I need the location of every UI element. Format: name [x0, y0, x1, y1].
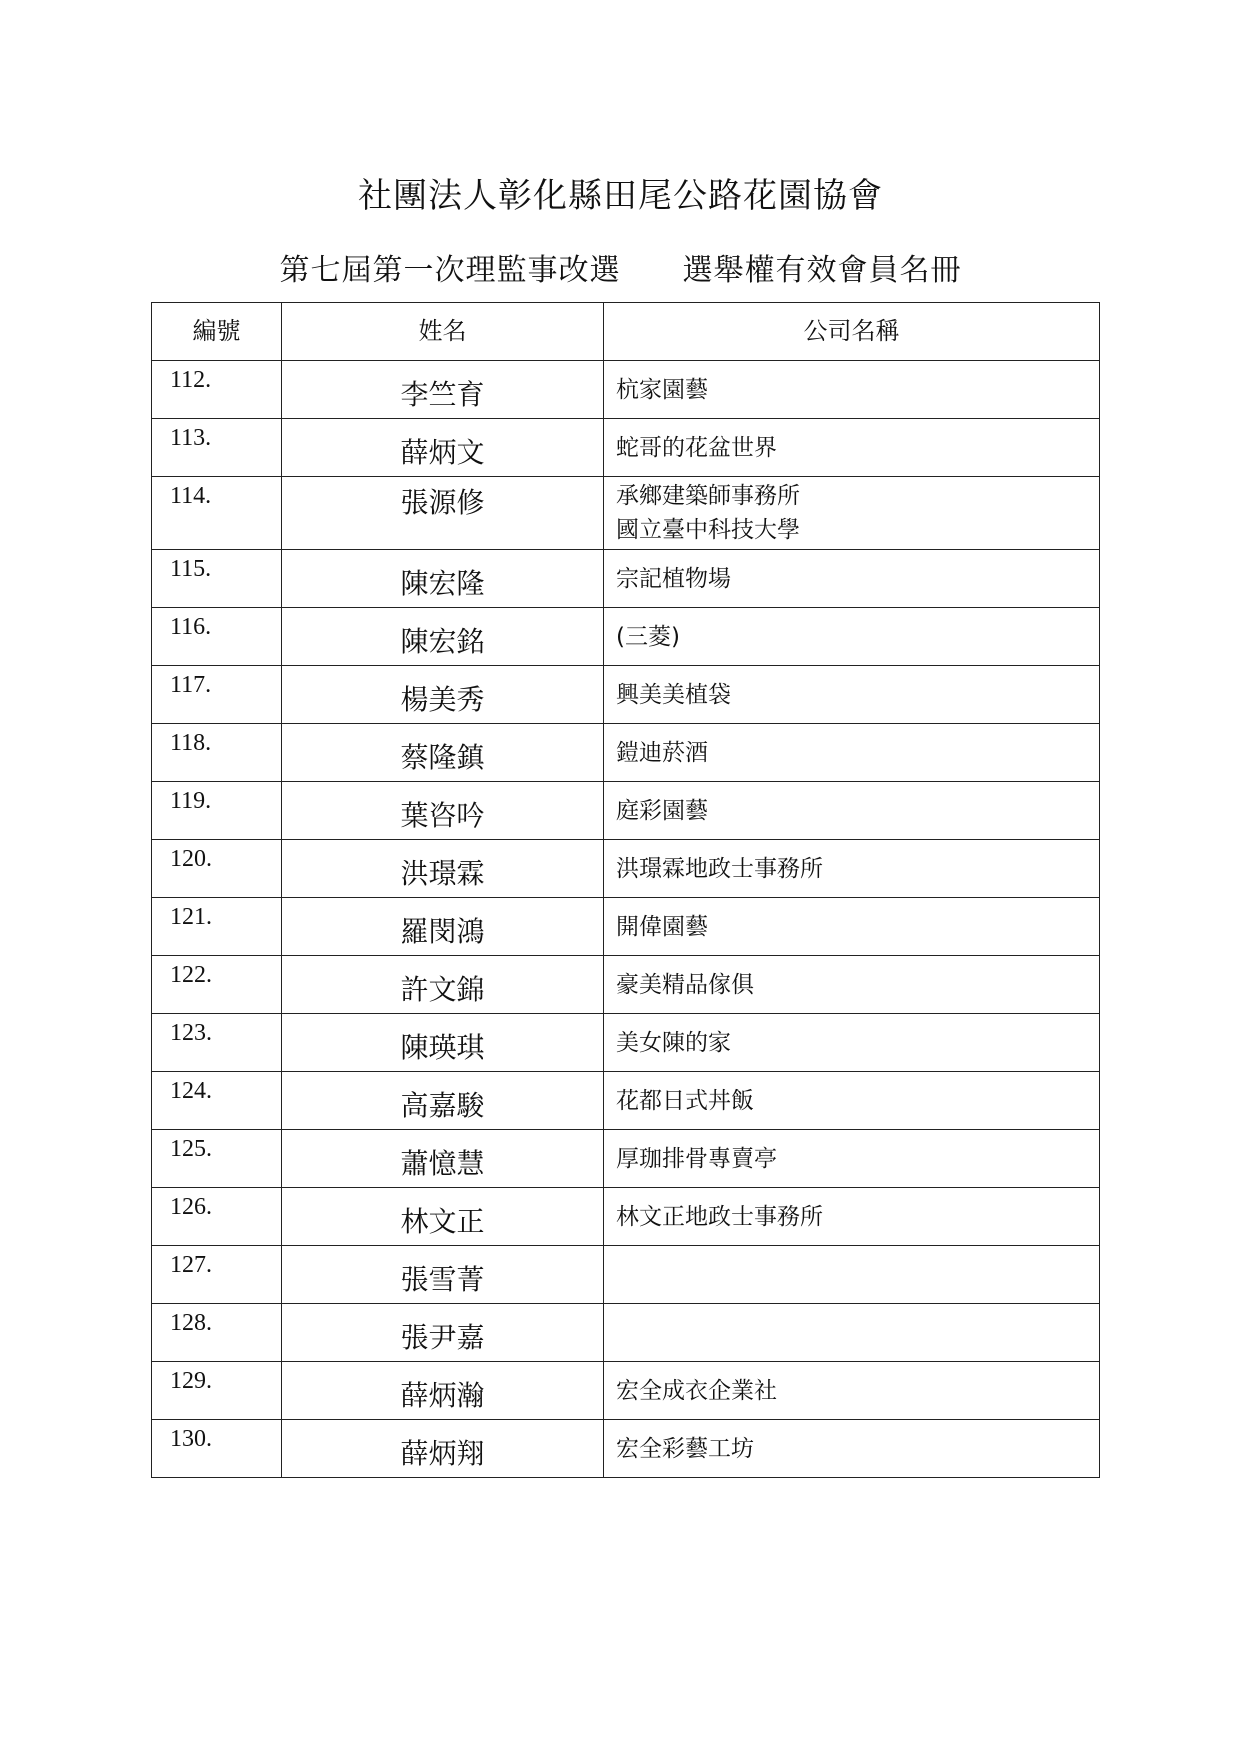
member-company — [604, 1014, 1100, 1072]
company-name-line: 承鄉建築師事務所 — [616, 483, 800, 509]
table-row — [152, 1188, 1100, 1246]
table-row — [152, 1420, 1100, 1478]
member-company — [604, 1130, 1100, 1188]
member-name: 蕭憶慧 — [282, 1130, 604, 1188]
member-name: 張雪菁 — [282, 1246, 604, 1304]
member-number: 120. — [152, 840, 282, 898]
table-row — [152, 1246, 1100, 1304]
member-name: 林文正 — [282, 1188, 604, 1246]
company-name-line: 興美美植袋 — [616, 682, 731, 708]
member-number: 113. — [152, 419, 282, 477]
table-row — [152, 1014, 1100, 1072]
member-number: 121. — [152, 898, 282, 956]
column-header-number: 編號 — [152, 303, 282, 361]
member-number: 124. — [152, 1072, 282, 1130]
member-company — [604, 477, 1100, 550]
company-name-line: 開偉園藝 — [616, 914, 708, 940]
table-header-row — [152, 303, 1100, 361]
table-row — [152, 666, 1100, 724]
column-header-company: 公司名稱 — [604, 303, 1100, 361]
company-name-line: 美女陳的家 — [616, 1030, 731, 1056]
member-name: 高嘉駿 — [282, 1072, 604, 1130]
table-row — [152, 840, 1100, 898]
member-name: 張尹嘉 — [282, 1304, 604, 1362]
member-company — [604, 840, 1100, 898]
document-title: 社團法人彰化縣田尾公路花園協會 — [358, 176, 883, 216]
table-row — [152, 956, 1100, 1014]
table-row — [152, 1304, 1100, 1362]
table-row — [152, 608, 1100, 666]
table-row — [152, 361, 1100, 419]
member-number: 122. — [152, 956, 282, 1014]
member-roster-table — [151, 302, 1100, 1478]
member-company — [604, 1072, 1100, 1130]
member-company — [604, 782, 1100, 840]
company-name-line: 庭彩園藝 — [616, 798, 708, 824]
member-number: 115. — [152, 550, 282, 608]
column-header-name: 姓名 — [282, 303, 604, 361]
member-name: 洪璟霖 — [282, 840, 604, 898]
member-name: 薛炳瀚 — [282, 1362, 604, 1420]
company-name-line: 國立臺中科技大學 — [616, 517, 800, 543]
member-number: 123. — [152, 1014, 282, 1072]
member-company — [604, 956, 1100, 1014]
member-number: 129. — [152, 1362, 282, 1420]
company-name-line: 宏全彩藝工坊 — [616, 1436, 754, 1462]
member-company — [604, 1246, 1100, 1304]
table-row — [152, 782, 1100, 840]
member-name: 陳宏銘 — [282, 608, 604, 666]
member-name: 薛炳翔 — [282, 1420, 604, 1478]
company-name-line: 豪美精品傢俱 — [616, 972, 754, 998]
company-name-line: 蛇哥的花盆世界 — [616, 435, 777, 461]
company-name-line: 宗記植物場 — [616, 566, 731, 592]
member-number: 130. — [152, 1420, 282, 1478]
member-number: 128. — [152, 1304, 282, 1362]
member-company — [604, 1362, 1100, 1420]
member-number: 116. — [152, 608, 282, 666]
company-name-line: 鎧迪菸酒 — [616, 740, 708, 766]
company-name-line: 花都日式丼飯 — [616, 1088, 754, 1114]
member-number: 117. — [152, 666, 282, 724]
member-number: 114. — [152, 477, 282, 550]
table-row — [152, 419, 1100, 477]
company-name-line: 厚珈排骨專賣亭 — [616, 1146, 777, 1172]
table-row — [152, 550, 1100, 608]
member-number: 127. — [152, 1246, 282, 1304]
company-name-line: (三菱) — [616, 624, 680, 650]
member-company — [604, 1420, 1100, 1478]
member-company — [604, 608, 1100, 666]
table-row — [152, 477, 1100, 550]
table-row — [152, 1072, 1100, 1130]
table-row — [152, 1362, 1100, 1420]
member-company — [604, 419, 1100, 477]
company-name-line: 林文正地政士事務所 — [616, 1204, 823, 1230]
table-row — [152, 898, 1100, 956]
company-name-line: 洪璟霖地政士事務所 — [616, 856, 823, 882]
table-row — [152, 724, 1100, 782]
member-name: 李竺育 — [282, 361, 604, 419]
member-name: 陳宏隆 — [282, 550, 604, 608]
member-company — [604, 550, 1100, 608]
member-company — [604, 1304, 1100, 1362]
member-company — [604, 898, 1100, 956]
member-name: 蔡隆鎮 — [282, 724, 604, 782]
member-number: 112. — [152, 361, 282, 419]
company-name-line: 杭家園藝 — [616, 377, 708, 403]
member-name: 張源修 — [282, 477, 604, 550]
member-number: 126. — [152, 1188, 282, 1246]
member-number: 118. — [152, 724, 282, 782]
member-name: 葉咨吟 — [282, 782, 604, 840]
member-name: 許文錦 — [282, 956, 604, 1014]
table-row — [152, 1130, 1100, 1188]
member-name: 羅閔鴻 — [282, 898, 604, 956]
member-company — [604, 361, 1100, 419]
company-name-line: 宏全成衣企業社 — [616, 1378, 777, 1404]
member-number: 125. — [152, 1130, 282, 1188]
member-company — [604, 724, 1100, 782]
document-subtitle: 第七屆第一次理監事改選 選舉權有效會員名冊 — [279, 253, 962, 288]
member-company — [604, 666, 1100, 724]
member-name: 薛炳文 — [282, 419, 604, 477]
member-company — [604, 1188, 1100, 1246]
member-number: 119. — [152, 782, 282, 840]
member-name: 楊美秀 — [282, 666, 604, 724]
member-name: 陳瑛琪 — [282, 1014, 604, 1072]
